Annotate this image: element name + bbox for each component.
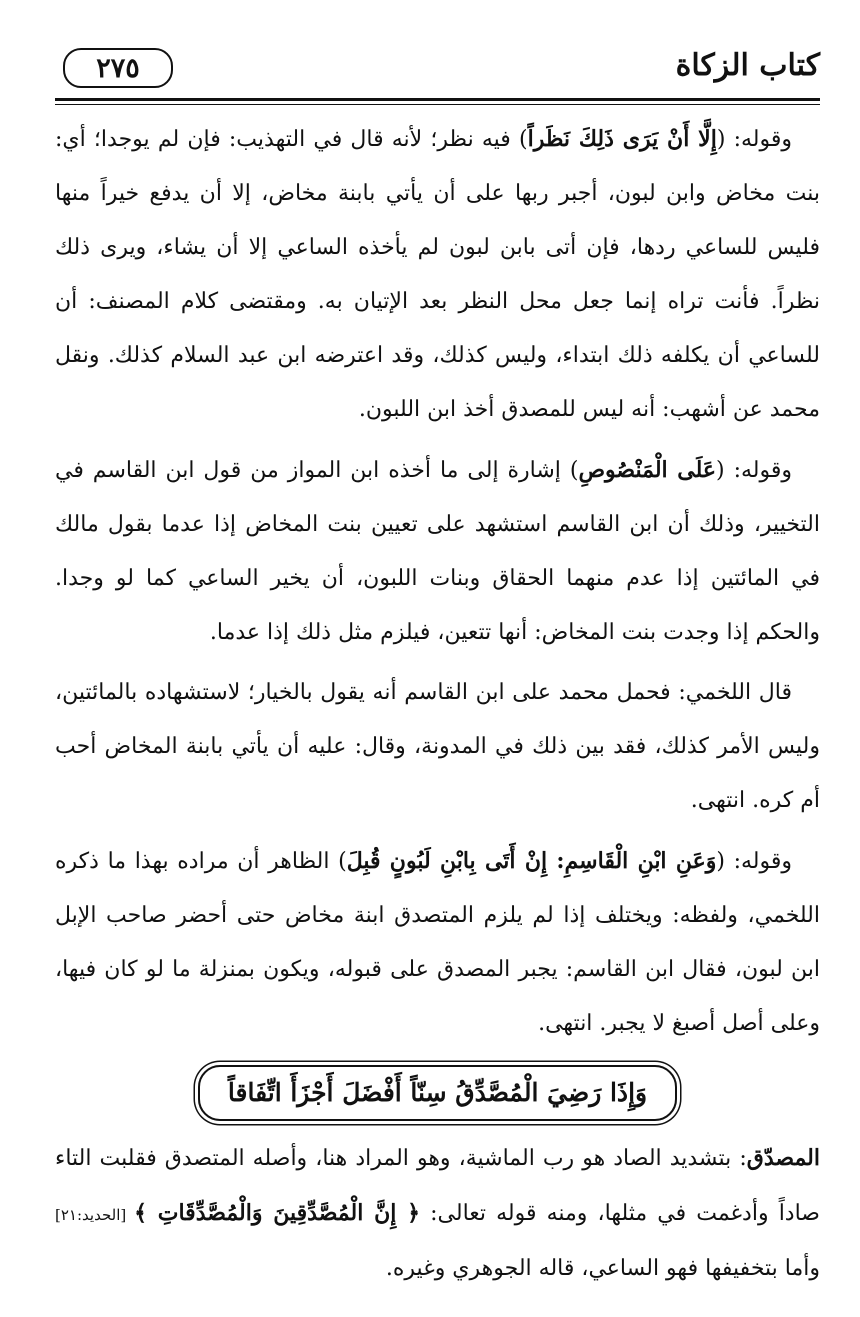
- section-heading: وَإِذَا رَضِيَ الْمُصَّدِّقُ سِنّاً أَفْضَلَ أَجْزَأَ اتِّفَاقاً: [198, 1065, 677, 1121]
- paragraph: [55, 666, 820, 828]
- section-heading-wrap: [55, 1065, 820, 1121]
- verse-reference: [الحديد:٢١]: [55, 1206, 135, 1224]
- paragraph-body: ) الظاهر أن مراده بهذا ما ذكره اللخمي، ولفظه: ويختلف إذا لم يلزم المتصدق ابنة مخاض حتى أحضر صاحب الإبل ابن لبون، فقال ابن القاسم: يجبر المصدق على قبوله، ويكون بمنزلة ما لو كان فيها، وعلى أصل أصبغ لا يجبر. انتهى.: [55, 849, 820, 1036]
- paragraph-lead: وقوله: (: [716, 458, 792, 483]
- quran-verse: ﴿ إِنَّ الْمُصَّدِّقِينَ وَالْمُصَّدِّقَاتِ ﴾: [134, 1200, 421, 1226]
- paragraph-body: ) فيه نظر؛ لأنه قال في التهذيب: فإن لم يوجدا؛ أي: بنت مخاض وابن لبون، أجبر ربها على أن يأتي بابنة مخاض، إلا أن يدفع خيراً منها فليس للساعي ردها، فإن أتى بابن لبون لم يأخذه الساعي إلا أن يشاء، ويرى ذلك نظراً. فأنت تراه إنما جعل محل النظر بعد الإتيان به. ومقتضى كلام المصنف: أن للساعي أن يكلفه ذلك ابتداء، وليس كذلك، وقد اعترضه ابن عبد السلام كذلك. ونقل محمد عن أشهب: أنه ليس للمصدق أخذ ابن اللبون.: [55, 127, 820, 422]
- quoted-phrase: وَعَنِ ابْنِ الْقَاسِمِ: إِنْ أَتَى بِابْنِ لَبُونٍ قُبِلَ: [346, 848, 717, 874]
- paragraph: [55, 834, 820, 1051]
- paragraph-body-end: وأما بتخفيفها فهو الساعي، قاله الجوهري وغيره.: [385, 1256, 820, 1281]
- header-rule: [55, 98, 820, 101]
- page-number: ٢٧٥: [63, 48, 173, 88]
- paragraph: [55, 1131, 820, 1296]
- header-rule-thin: [55, 104, 820, 105]
- quoted-phrase: إِلَّا أَنْ يَرَى ذَلِكَ نَظَراً: [527, 126, 717, 152]
- paragraph: [55, 443, 820, 660]
- paragraph-body: ) إشارة إلى ما أخذه ابن المواز من قول ابن القاسم في التخيير، وذلك أن ابن القاسم استشهد على تعيين بنت المخاض إذا عدما بقول مالك في المائتين إذا عدم منهما الحقاق وبنات اللبون، أن يخير الساعي كما لو وجدا. والحكم إذا وجدت بنت المخاض: أنها تتعين، فيلزم مثل ذلك إذا عدما.: [55, 458, 820, 645]
- book-title: كتاب الزكاة: [675, 48, 820, 83]
- paragraph-lead: وقوله: (: [716, 849, 792, 874]
- paragraph-lead: وقوله: (: [716, 127, 792, 152]
- paragraph-body: قال اللخمي: فحمل محمد على ابن القاسم أنه يقول بالخيار؛ لاستشهاده بالمائتين، وليس الأمر كذلك، فقد بين ذلك في المدونة، وقال: عليه أن يأتي بابنة المخاض أحب أم كره. انتهى.: [55, 680, 820, 813]
- main-text: [55, 112, 820, 1302]
- defined-term: المصدّق: [746, 1145, 820, 1171]
- paragraph: [55, 112, 820, 437]
- paragraph-body: : بتشديد الصاد هو رب الماشية، وهو المراد هنا، وأصله المتصدق فقلبت التاء صاداً وأدغمت في مثلها، ومنه قوله تعالى:: [55, 1146, 820, 1226]
- page-header: [55, 48, 820, 106]
- quoted-phrase: عَلَى الْمَنْصُوصِ: [578, 457, 717, 483]
